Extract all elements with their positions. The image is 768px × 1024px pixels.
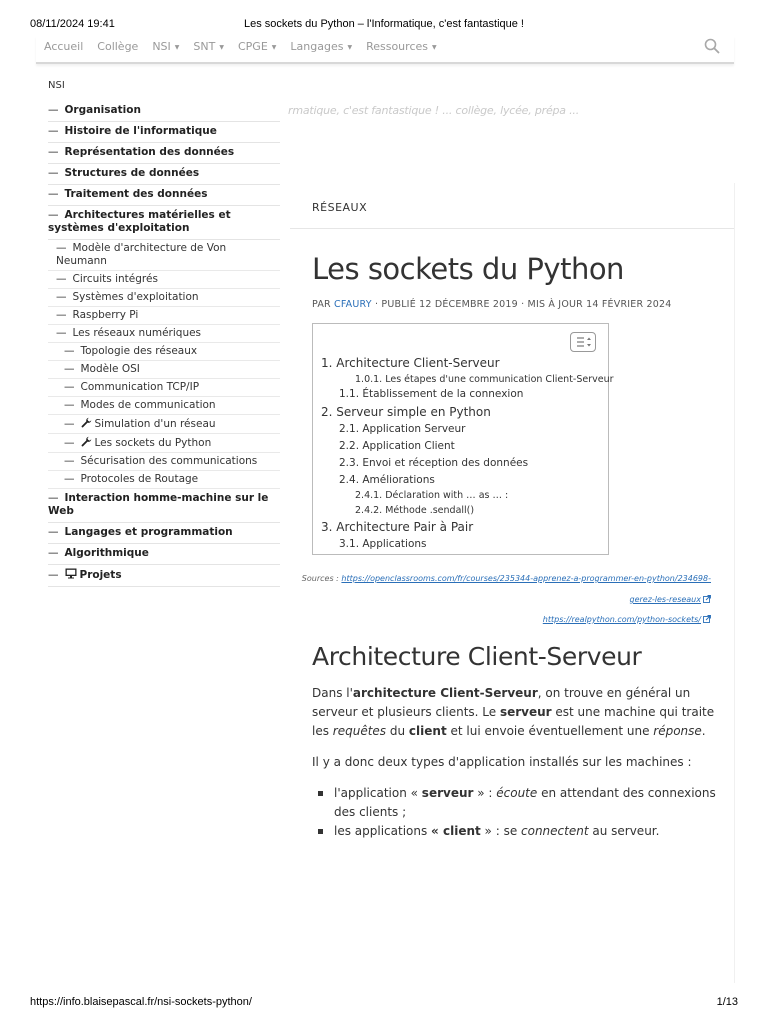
bullet-square-icon (318, 791, 323, 796)
dash-marker: — (56, 291, 67, 303)
toc-entry-number: 2.4. (339, 474, 363, 486)
sources-line-1 (281, 574, 711, 583)
sidebar-item-representation-des-donnees[interactable] (48, 143, 280, 164)
nav-item-label: SNT (193, 40, 216, 53)
paragraph-intro (312, 684, 722, 741)
toc-entry-number: 2.4.1. (355, 490, 386, 501)
toc-entry-text: Établissement de la connexion (362, 388, 524, 400)
sidebar-item-label: Topologie des réseaux (80, 345, 198, 357)
dash-marker: — (48, 167, 59, 179)
meta-dates: · PUBLIÉ 12 DÉCEMBRE 2019 · MIS À JOUR 14 FÉVRIER 2024 (371, 299, 672, 310)
italic-text: écoute (496, 786, 538, 800)
sidebar-item-label: Modes de communication (80, 399, 216, 411)
sidebar-item-systemes-d-exploitation[interactable] (48, 289, 280, 307)
sidebar-item-label: Protocoles de Routage (80, 473, 199, 485)
toc-toggle-button[interactable] (570, 332, 596, 352)
post-category[interactable]: RÉSEAUX (312, 201, 368, 214)
toc-entry[interactable] (339, 423, 465, 435)
sidebar-item-label: Traitement des données (64, 188, 208, 200)
nav-item-label: Accueil (44, 40, 84, 53)
toc-entry-number: 2.1. (339, 423, 363, 435)
toc-entry-number: 3.1. (339, 538, 363, 550)
dash-marker: — (48, 188, 59, 200)
toc-entry-number: 1.0.1. (355, 374, 386, 385)
toc-entry[interactable] (339, 440, 455, 452)
bullet-square-icon (318, 829, 323, 834)
chevron-down-icon: ▼ (219, 43, 224, 51)
toc-entry-text: Déclaration with … as … : (385, 490, 509, 501)
sidebar-item-label: Les réseaux numériques (72, 327, 202, 339)
toc-entry-text: Architecture Client-Serveur (336, 356, 500, 370)
sidebar-item-securisation-des-communications[interactable] (48, 453, 280, 471)
italic-text: réponse (653, 724, 702, 738)
nav-item-label: Collège (97, 40, 139, 53)
sidebar-item-label: Modèle d'architecture de Von Neumann (56, 242, 227, 267)
dash-marker: — (64, 381, 75, 393)
sidebar-item-topologie-des-reseaux[interactable] (48, 343, 280, 361)
chevron-down-icon: ▼ (432, 43, 437, 51)
print-header (30, 18, 738, 32)
nav-item-ressources[interactable] (366, 40, 437, 53)
sidebar-item-architectures-materielles-et-systemes-d-exploitation[interactable] (48, 206, 280, 240)
bold-text: architecture Client-Serveur (352, 686, 538, 700)
sidebar-item-modele-d-architecture-de-von-neumann[interactable] (48, 240, 280, 271)
dash-marker: — (48, 104, 59, 116)
dash-marker: — (48, 492, 59, 504)
dash-marker: — (64, 399, 75, 411)
nav-item-accueil[interactable] (44, 40, 83, 53)
dash-marker: — (64, 363, 75, 375)
sidebar-item-algorithmique[interactable] (48, 544, 280, 565)
nav-item-label: Langages (290, 40, 344, 53)
dash-marker: — (56, 273, 67, 285)
sidebar-item-organisation[interactable] (48, 101, 280, 122)
sidebar-item-label: Projets (79, 569, 122, 581)
chevron-down-icon: ▼ (271, 43, 277, 51)
text-run: au serveur. (588, 824, 660, 838)
dash-marker: — (48, 569, 59, 581)
toc-entry[interactable] (355, 490, 508, 501)
chevron-down-icon: ▼ (174, 43, 180, 51)
toc-entry-text: Application Client (362, 440, 455, 452)
toc-entry[interactable] (355, 374, 614, 385)
toc-entry[interactable] (339, 538, 427, 550)
bold-text: serveur (421, 786, 474, 800)
bold-text: serveur (499, 705, 552, 719)
dash-marker: — (48, 209, 59, 221)
toc-entry-text: Envoi et réception des données (362, 457, 529, 469)
text-run: » : se (480, 824, 522, 838)
sidebar-item-label: Langages et programmation (64, 526, 233, 538)
dash-marker: — (48, 146, 59, 158)
text-run: l'application « (334, 786, 422, 800)
dash-marker: — (64, 345, 75, 357)
dash-marker: — (64, 455, 75, 467)
sidebar-item-label: Représentation des données (64, 146, 235, 158)
nav-item-coll-ge[interactable] (97, 40, 138, 53)
wrench-icon (81, 436, 92, 447)
post-title: Les sockets du Python (312, 252, 624, 286)
post-meta (312, 299, 671, 310)
external-link-icon (703, 595, 711, 603)
toc-entry-text: Architecture Pair à Pair (336, 520, 474, 534)
toc-entry[interactable] (355, 505, 474, 516)
sidebar-item-label: Structures de données (64, 167, 200, 179)
sidebar-item-les-sockets-du-python[interactable] (48, 434, 280, 453)
toc-entry-number: 2.2. (339, 440, 363, 452)
dash-marker: — (48, 526, 59, 538)
toc-entry-text: Les étapes d'une communication Client-Serveur (385, 374, 614, 385)
toc-entry[interactable] (321, 356, 500, 370)
toc-entry-number: 2. (321, 405, 337, 419)
toc-entry[interactable] (339, 474, 435, 486)
sidebar-item-simulation-d-un-reseau[interactable] (48, 415, 280, 434)
bullet-list (312, 784, 722, 841)
sidebar-item-communication-tcp-ip[interactable] (48, 379, 280, 397)
toc-entry-text: Améliorations (362, 474, 435, 486)
sources-label: Sources : (301, 574, 342, 583)
sidebar-nav (48, 80, 280, 587)
sidebar-item-label: Architectures matérielles et systèmes d'exploitation (48, 209, 231, 234)
source-link-realpython[interactable]: https://realpython.com/python-sockets/ (542, 615, 701, 624)
sidebar-item-label: Circuits intégrés (72, 273, 158, 285)
toc-entry[interactable] (339, 457, 528, 469)
bold-text: « client (431, 824, 481, 838)
nav-item-label: Ressources (366, 40, 428, 53)
print-page-number: 1/13 (716, 996, 738, 1008)
monitor-icon (65, 568, 77, 579)
toc-entry-number: 2.4.2. (355, 505, 386, 516)
toc-entry[interactable] (321, 520, 473, 534)
toc-entry-text: Applications (362, 538, 427, 550)
print-title: Les sockets du Python – l'Informatique, c'est fantastique ! (244, 18, 524, 30)
text-run: » : (473, 786, 497, 800)
list-item (312, 822, 722, 841)
bold-text: client (408, 724, 447, 738)
sidebar-item-label: Systèmes d'exploitation (72, 291, 199, 303)
toc-entry-text: Méthode .sendall() (385, 505, 475, 516)
chevron-down-icon: ▼ (347, 43, 353, 51)
italic-text: requêtes (332, 724, 387, 738)
toc-entry-text: Application Serveur (362, 423, 466, 435)
sidebar-item-label: Histoire de l'informatique (64, 125, 217, 137)
sidebar-item-label: Simulation d'un réseau (94, 418, 216, 430)
search-icon[interactable] (704, 38, 720, 54)
nav-item-cpge[interactable] (238, 40, 276, 53)
nav-item-label: CPGE (237, 40, 268, 53)
toc-entry-number: 3. (321, 520, 337, 534)
divider (290, 228, 734, 229)
site-tagline: rmatique, c'est fantastique ! ... collège, lycée, prépa ... (288, 104, 580, 117)
dash-marker: — (48, 125, 59, 137)
nav-menu (44, 40, 451, 53)
sidebar-item-les-reseaux-numeriques[interactable] (48, 325, 280, 343)
sidebar-item-label: Modèle OSI (80, 363, 140, 375)
toc-entry-text: Serveur simple en Python (336, 405, 491, 419)
sidebar-item-label: Algorithmique (64, 547, 149, 559)
text-run: Dans l' (312, 686, 353, 700)
sidebar-item-raspberry-pi[interactable] (48, 307, 280, 325)
paragraph-types: Il y a donc deux types d'application installés sur les machines : (312, 755, 692, 769)
sidebar-item-modele-osi[interactable] (48, 361, 280, 379)
sidebar-item-protocoles-de-routage[interactable] (48, 471, 280, 489)
top-navbar (36, 36, 734, 64)
nav-item-nsi[interactable] (152, 40, 179, 53)
sidebar-item-modes-de-communication[interactable] (48, 397, 280, 415)
external-link-icon (703, 615, 711, 623)
dash-marker: — (56, 242, 67, 254)
dash-marker: — (56, 327, 67, 339)
sidebar-item-label: Les sockets du Python (94, 437, 212, 449)
sources-line-3 (543, 615, 711, 624)
nav-item-snt[interactable] (193, 40, 224, 53)
meta-prefix: PAR (312, 299, 335, 310)
text-run: et lui envoie éventuellement une (446, 724, 654, 738)
sidebar-item-circuits-integres[interactable] (48, 271, 280, 289)
nav-item-langages[interactable] (290, 40, 352, 53)
sidebar-item-label: Interaction homme-machine sur le Web (48, 492, 269, 517)
toc-entry-number: 2.3. (339, 457, 363, 469)
text-run: . (701, 724, 706, 738)
nav-item-label: NSI (152, 40, 171, 53)
dash-marker: — (64, 437, 75, 449)
table-of-contents (312, 323, 614, 555)
print-url: https://info.blaisepascal.fr/nsi-sockets-python/ (30, 996, 252, 1008)
italic-text: connectent (521, 824, 589, 838)
text-run: , on trouve en général un serveur et plusieurs clients. Le (312, 686, 691, 719)
text-run: les applications (334, 824, 432, 838)
source-link-openclassrooms[interactable]: https://openclassrooms.com/fr/courses/235344-apprenez-a-programmer-en-python/234698- (341, 574, 711, 583)
sidebar-item-interaction-homme-machine-sur-le-web[interactable] (48, 489, 280, 523)
dash-marker: — (56, 309, 67, 321)
sidebar-item-langages-et-programmation[interactable] (48, 523, 280, 544)
sidebar-item-label: Raspberry Pi (72, 309, 139, 321)
sidebar-item-structures-de-donnees[interactable] (48, 164, 280, 185)
toc-entry[interactable] (339, 388, 523, 400)
list-item (312, 784, 722, 822)
print-footer (30, 996, 738, 1010)
toc-entry[interactable] (321, 405, 491, 419)
author-link[interactable]: CFAURY (334, 299, 372, 310)
list-toggle-icon (571, 333, 595, 351)
dash-marker: — (64, 418, 75, 430)
sidebar-item-traitement-des-donnees[interactable] (48, 185, 280, 206)
sidebar-item-projets[interactable] (48, 565, 280, 587)
toc-entry-number: 1.1. (339, 388, 363, 400)
print-date: 08/11/2024 19:41 (30, 18, 115, 30)
dash-marker: — (64, 473, 75, 485)
sidebar-item-label: Communication TCP/IP (80, 381, 200, 393)
text-run: en attendant des connexions des clients ; (334, 786, 716, 819)
sidebar-item-label: Sécurisation des communications (80, 455, 258, 467)
section-heading: Architecture Client-Serveur (312, 642, 642, 671)
text-run: du (386, 724, 409, 738)
wrench-icon (81, 417, 92, 428)
sources-line-2 (629, 595, 711, 604)
sidebar-title: NSI (48, 80, 65, 91)
sidebar-item-label: Organisation (64, 104, 141, 116)
toc-entry-number: 1. (321, 356, 337, 370)
source-link-openclassrooms-cont[interactable]: gerez-les-reseaux (629, 595, 701, 604)
text-run: est une machine qui traite les (312, 705, 715, 738)
dash-marker: — (48, 547, 59, 559)
sidebar-item-histoire-de-l-informatique[interactable] (48, 122, 280, 143)
